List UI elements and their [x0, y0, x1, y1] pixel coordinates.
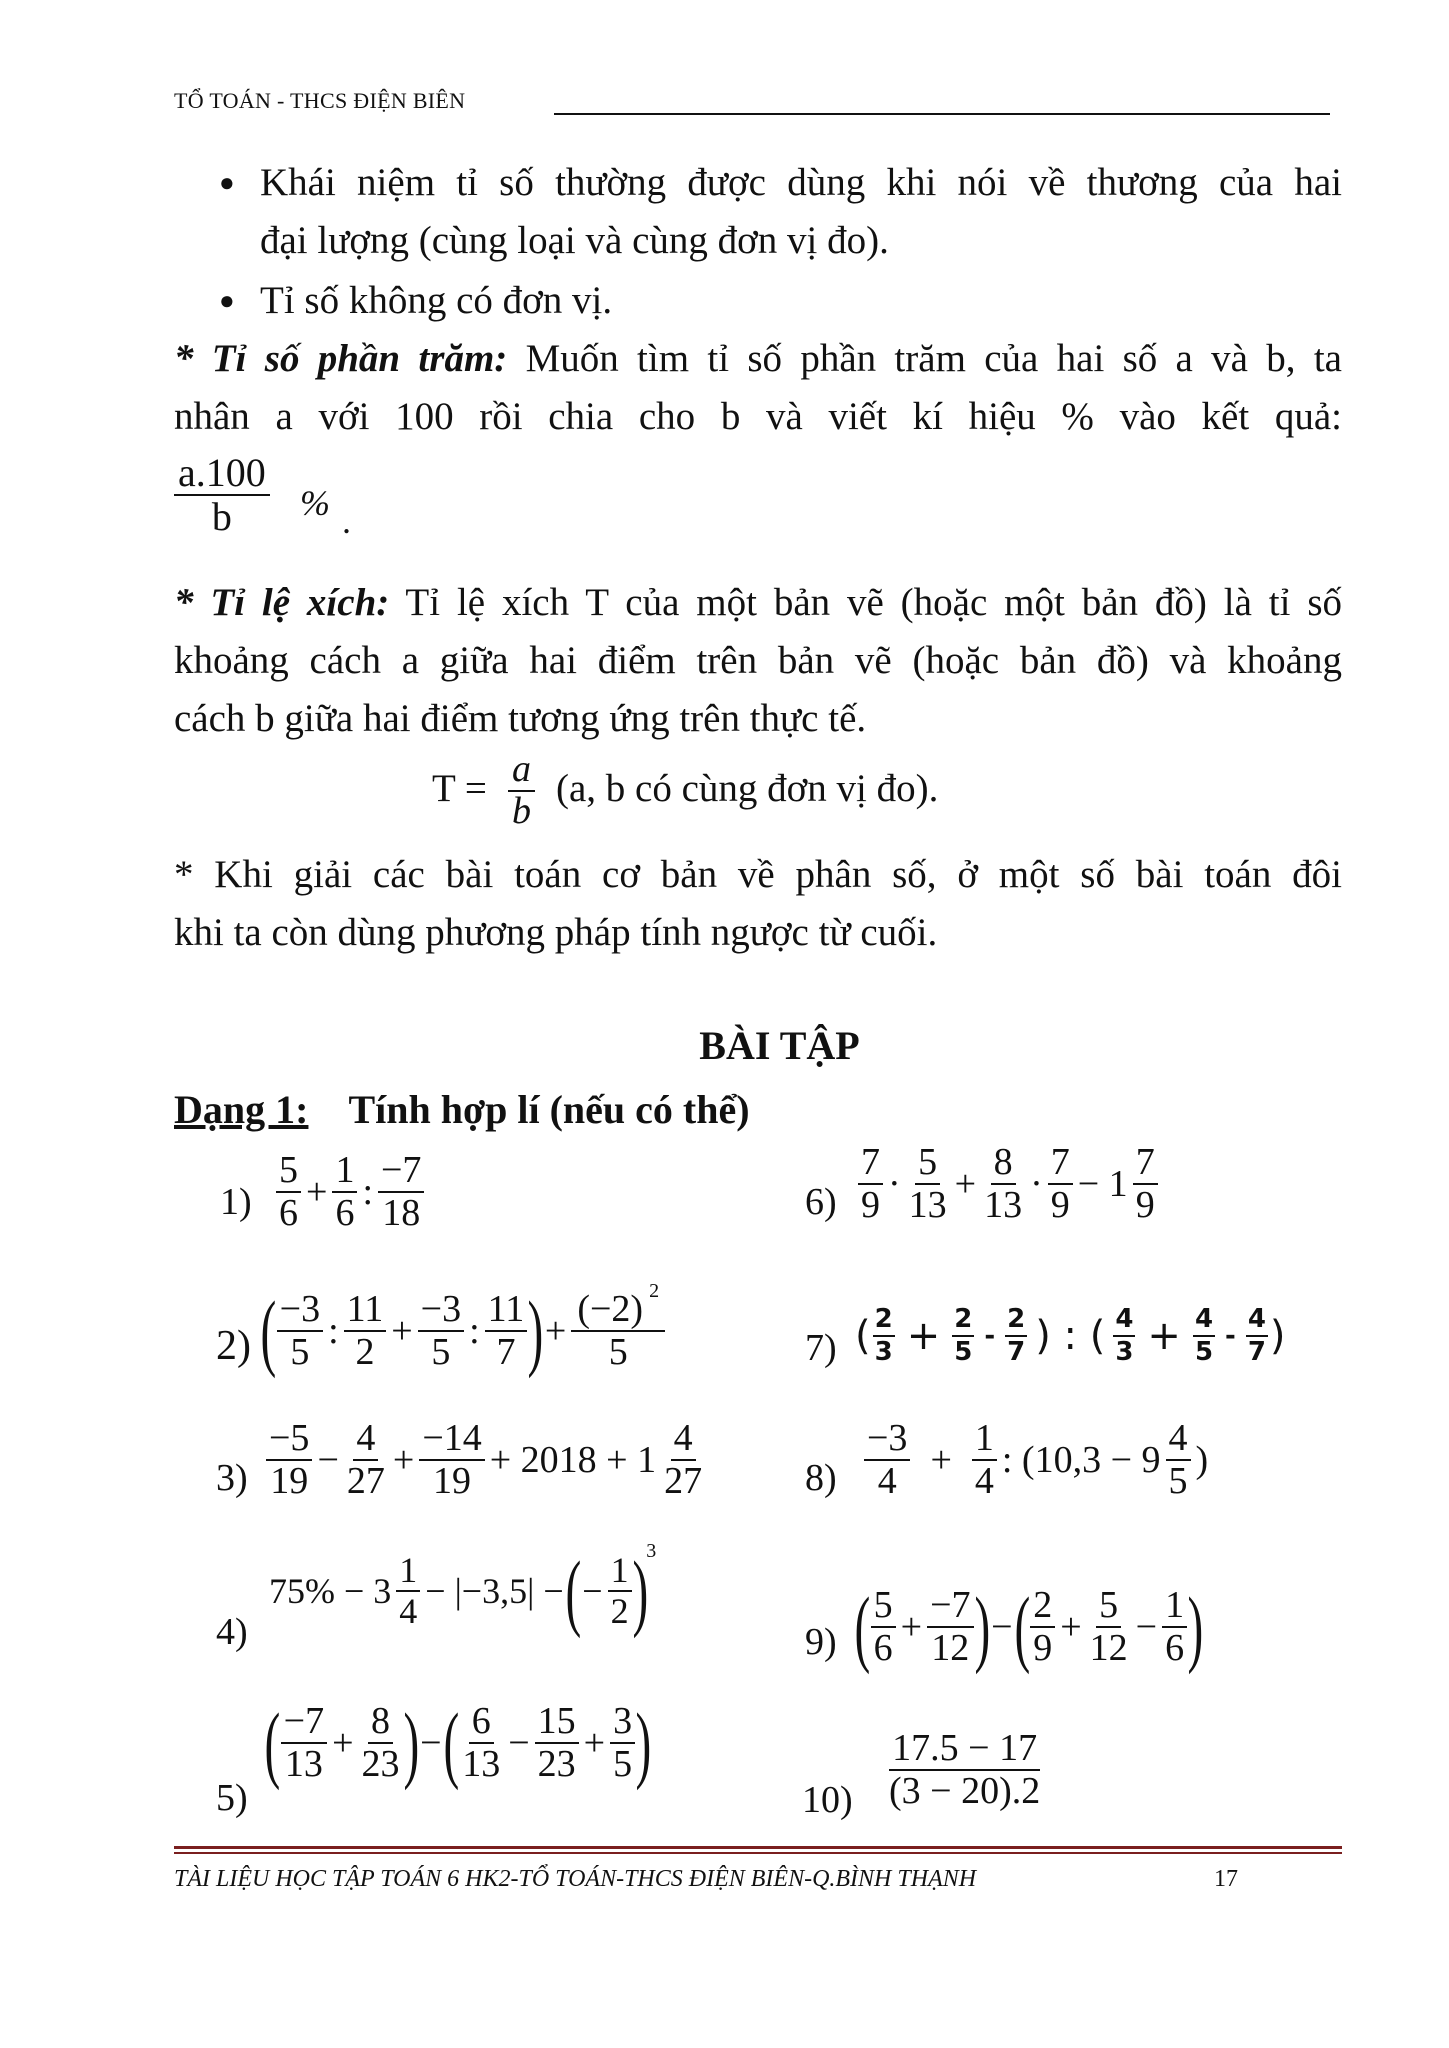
exercise-number: 3): [216, 1457, 248, 1499]
exercise-number: 5): [216, 1777, 248, 1819]
exercise-3: $\frac{-5}{19}$ − $\frac{4}{27}$ + $\frac{-14}{19}$ + 2018 + 1 $\frac{4}{27}$: [264, 1418, 707, 1502]
scale-line-2: khoảng cách a giữa hai điểm trên bản vẽ (hoặc bản đồ) và khoảng: [174, 639, 1342, 682]
bullet-1-line-1: Khái niệm tỉ số thường được dùng khi nói về thương của hai: [260, 161, 1342, 204]
scale-formula-lhs: T =: [432, 767, 487, 810]
scale-label: * Tỉ lệ xích:: [174, 581, 390, 624]
exercise-number: 1): [220, 1181, 252, 1223]
scale-fraction: a b: [508, 750, 535, 832]
bullet-2: Tỉ số không có đơn vị.: [260, 279, 613, 322]
scale-line-3: cách b giữa hai điểm tương ứng trên thực tế.: [174, 697, 867, 740]
footer-rule-bottom: [174, 1852, 1342, 1854]
section-title: BÀI TẬP: [699, 1023, 860, 1068]
exercise-7: ( $\frac{2}{3}$ + $\frac{2}{5}$ - $\frac{2}{7}$ ) : ( $\frac{4}{3}$ + $\frac{4}{5}$ - $\frac{4}{7}$ ): [855, 1304, 1286, 1368]
footer-text: TÀI LIỆU HỌC TẬP TOÁN 6 HK2-TỔ TOÁN-THCS ĐIỆN BIÊN-Q.BÌNH THẠNH: [174, 1866, 977, 1892]
bullet-1-line-2: đại lượng (cùng loại và cùng đơn vị đo).: [260, 219, 889, 262]
percent-symbol: %: [300, 483, 330, 523]
exercise-number: 7): [805, 1327, 837, 1369]
exercise-number: 10): [802, 1779, 853, 1821]
scale-formula-note: (a, b có cùng đơn vị đo).: [556, 767, 939, 810]
scale-text: Tỉ lệ xích T của một bản vẽ (hoặc một bản đồ) là tỉ số: [405, 581, 1342, 624]
percent-line-2: nhân a với 100 rồi chia cho b và viết kí hiệu % vào kết quả:: [174, 395, 1342, 438]
exercise-9: ( $\frac{5}{6}$ + $\frac{-7}{12}$ )−( $\frac{2}{9}$ + $\frac{5}{12}$ − $\frac{1}{6}$ ): [854, 1579, 1204, 1675]
header-rule: [554, 113, 1330, 115]
bullet-dot: ●: [219, 286, 235, 315]
exercise-number: 2): [216, 1323, 251, 1369]
dang-label: Dạng 1:: [174, 1087, 309, 1132]
exercise-2: ( $\frac{-3}{5}$ : $\frac{11}{2}$ + $\frac{-3}{5}$ : $\frac{11}{7}$ )+ $\frac{(-2) 2}{5}$: [262, 1288, 667, 1374]
dang-title: Tính hợp lí (nếu có thể): [348, 1087, 750, 1132]
footer-rule-top: [174, 1846, 1342, 1849]
exercise-number: 9): [805, 1621, 837, 1663]
percent-line-1: [174, 330, 1342, 388]
exercise-number: 8): [805, 1457, 837, 1499]
page-number: 17: [1214, 1866, 1238, 1892]
exercise-number: 4): [216, 1611, 248, 1653]
scale-line-1: [174, 574, 1342, 632]
note-line-1: * Khi giải các bài toán cơ bản về phân số, ở một số bài toán đôi: [174, 853, 1342, 896]
exercise-1: $\frac{5}{6}$ + $\frac{1}{6}$ : $\frac{-7}{18}$: [274, 1150, 426, 1234]
note-line-2: khi ta còn dùng phương pháp tính ngược từ cuối.: [174, 911, 938, 954]
exercise-6: $\frac{7}{9}$ · $\frac{5}{13}$ + $\frac{8}{13}$ · $\frac{7}{9}$ − 1 $\frac{7}{9}$: [856, 1142, 1160, 1226]
percent-label: * Tỉ số phần trăm:: [174, 337, 508, 380]
exercise-5: ( $\frac{-7}{13}$ + $\frac{8}{23}$ )−( $\frac{6}{13}$ − $\frac{15}{23}$ + $\frac{3}{5}$ ): [264, 1695, 652, 1791]
exercise-number: 6): [805, 1181, 837, 1223]
exercise-10: $\frac{17.5 - 17}{(3 - 20).2}$: [889, 1727, 1041, 1813]
percent-fraction: a.100 b: [174, 452, 270, 538]
exercise-8: $\frac{-3}{4}$ + $\frac{1}{4}$ : (10,3 − 9 $\frac{4}{5}$ ): [862, 1418, 1211, 1502]
bullet-dot: ●: [219, 168, 235, 197]
dang-heading: [174, 1086, 750, 1133]
percent-period: .: [342, 501, 351, 541]
percent-text: Muốn tìm tỉ số phần trăm của hai số a và b, ta: [525, 337, 1342, 380]
exercise-4: 75% − 3 $\frac{1}{4}$ − |−3,5| −(− $\frac{1}{2}$ )3: [269, 1540, 657, 1639]
page-header: TỔ TOÁN - THCS ĐIỆN BIÊN: [174, 88, 466, 113]
